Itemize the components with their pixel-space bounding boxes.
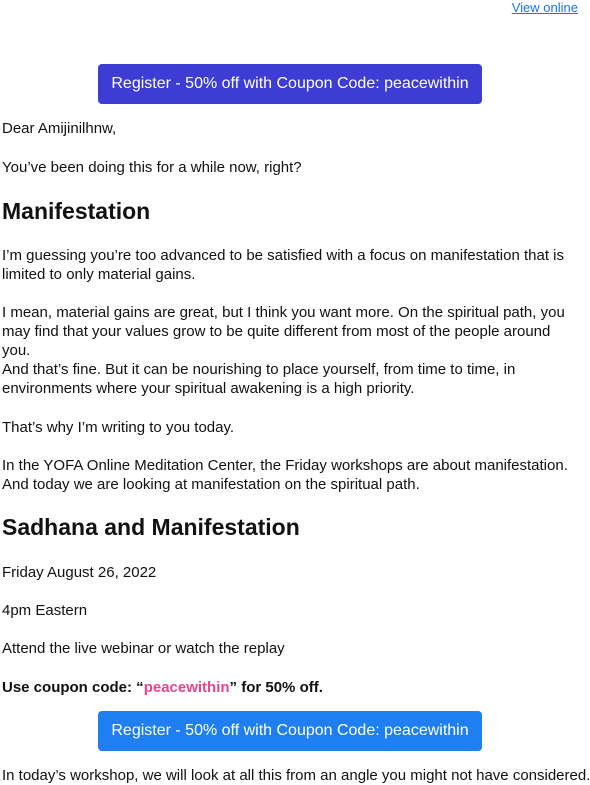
heading-manifestation: Manifestation xyxy=(2,198,151,224)
event-attend: Attend the live webinar or watch the replay xyxy=(2,640,285,657)
register-button-bottom[interactable]: Register - 50% off with Coupon Code: peacewithin xyxy=(98,711,482,751)
event-time: 4pm Eastern xyxy=(2,602,88,619)
coupon-line xyxy=(2,678,576,697)
view-online-link[interactable]: View online xyxy=(511,0,578,15)
coupon-code: peacewithin xyxy=(143,679,230,696)
heading-sadhana: Sadhana and Manifestation xyxy=(2,514,300,540)
greeting: Dear Amijinilhnw, xyxy=(2,120,117,137)
paragraph-yofa: In the YOFA Online Meditation Center, the Friday workshops are about manifestation. And today we are looking at manifestation on the spiritual path. xyxy=(2,457,568,493)
paragraph-writing: That’s why I’m writing to you today. xyxy=(2,419,235,436)
paragraph-cut-off: In today’s workshop, we will look at all this from an angle you might not have considered. xyxy=(2,767,590,784)
paragraph-advanced: I’m guessing you’re too advanced to be satisfied with a focus on manifestation that is limited to only material gains. xyxy=(2,247,564,283)
coupon-suffix: ” for 50% off. xyxy=(229,679,323,696)
register-button-top[interactable]: Register - 50% off with Coupon Code: peacewithin xyxy=(98,64,482,104)
paragraph-nourishing: And that’s fine. But it can be nourishing to place yourself, from time to time, in environments where your spiritual awakening is a high priority. xyxy=(2,361,516,397)
intro-paragraph: You’ve been doing this for a while now, right? xyxy=(2,159,302,176)
coupon-prefix: Use coupon code: “ xyxy=(2,679,144,696)
paragraph-material-gains: I mean, material gains are great, but I think you want more. On the spiritual path, you may find that your values grow to be quite different from most of the people around you. xyxy=(2,304,565,359)
event-date: Friday August 26, 2022 xyxy=(2,564,157,581)
